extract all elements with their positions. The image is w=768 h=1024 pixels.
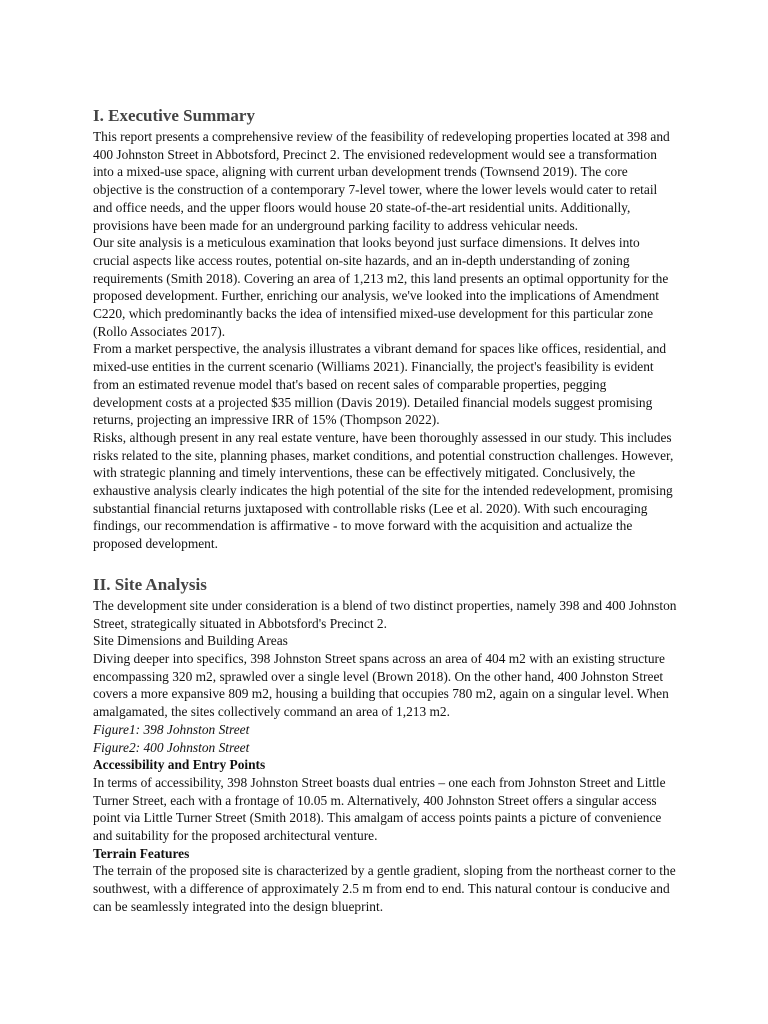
subheading-terrain: Terrain Features xyxy=(93,845,190,861)
subheading-site-dimensions: Site Dimensions and Building Areas xyxy=(93,633,288,649)
section-spacer xyxy=(93,553,678,573)
section-heading-site-analysis: II. Site Analysis xyxy=(93,574,207,594)
site-dimensions-text: Diving deeper into specifics, 398 Johnston Street spans across an area of 404 m2 with an existing structure encompassing 320 m2, sprawled over a single level (Brown 2018). On the other hand, 400 Johnston Street covers a more expansive 809 m2, housing a building that occupies 780 m2, again on a singular level. When amalgamated, the sites collectively command an area of 1,213 m2. xyxy=(93,650,669,720)
figure-caption-2: Figure2: 400 Johnston Street xyxy=(93,739,250,755)
accessibility-text: In terms of accessibility, 398 Johnston Street boasts dual entries – one each from Johnston Street and Little Turner Street, each with a frontage of 10.05 m. Alternatively, 400 Johnston Street offers a singular access point via Little Turner Street (Smith 2018). This amalgam of access points paints a picture of convenience and suitability for the proposed architectural venture. xyxy=(93,774,666,844)
document-page xyxy=(93,104,678,916)
executive-summary-paragraph: From a market perspective, the analysis illustrates a vibrant demand for spaces like offices, residential, and mixed-use entities in the current scenario (Williams 2021). Financially, the project's feasibility is evident from an estimated revenue model that's based on recent sales of comparable properties, pegging development costs at a projected $35 million (Davis 2019). Detailed financial models suggest promising returns, projecting an impressive IRR of 15% (Thompson 2022). xyxy=(93,341,667,428)
site-analysis-intro: The development site under consideration is a blend of two distinct properties, namely 398 and 400 Johnston Street, strategically situated in Abbotsford's Precinct 2. xyxy=(93,597,677,631)
executive-summary-paragraph: Our site analysis is a meticulous examination that looks beyond just surface dimensions. It delves into crucial aspects like access routes, potential on-site hazards, and an in-depth understanding of zoning requirements (Smith 2018). Covering an area of 1,213 m2, this land presents an optimal opportunity for the proposed development. Further, enriching our analysis, we've looked into the implications of Amendment C220, which predominantly backs the idea of intensified mixed-use development for this particular zone (Rollo Associates 2017). xyxy=(93,235,669,339)
figure-caption-1: Figure1: 398 Johnston Street xyxy=(93,721,250,737)
subheading-accessibility: Accessibility and Entry Points xyxy=(93,757,266,773)
executive-summary-paragraph: Risks, although present in any real estate venture, have been thoroughly assessed in our study. This includes risks related to the site, planning phases, market conditions, and potential construction challenges. However, with strategic planning and timely interventions, these can be effectively mitigated. Conclusively, the exhaustive analysis clearly indicates the high potential of the site for the intended redevelopment, promising substantial financial returns juxtaposed with controllable risks (Lee et al. 2020). With such encouraging findings, our recommendation is affirmative - to move forward with the acquisition and actualize the proposed development. xyxy=(93,429,674,552)
executive-summary-paragraph: This report presents a comprehensive review of the feasibility of redeveloping properties located at 398 and 400 Johnston Street in Abbotsford, Precinct 2. The envisioned redevelopment would see a transformation into a mixed-use space, aligning with current urban development trends (Townsend 2019). The core objective is the construction of a contemporary 7-level tower, where the lower levels would cater to retail and office needs, and the upper floors would house 20 state-of-the-art residential units. Additionally, provisions have been made for an underground parking facility to address vehicular needs. xyxy=(93,129,670,233)
terrain-text: The terrain of the proposed site is characterized by a gentle gradient, sloping from the northeast corner to the southwest, with a difference of approximately 2.5 m from end to end. This natural contour is conducive and can be seamlessly integrated into the design blueprint. xyxy=(93,863,676,914)
section-heading-executive-summary: I. Executive Summary xyxy=(93,106,255,125)
